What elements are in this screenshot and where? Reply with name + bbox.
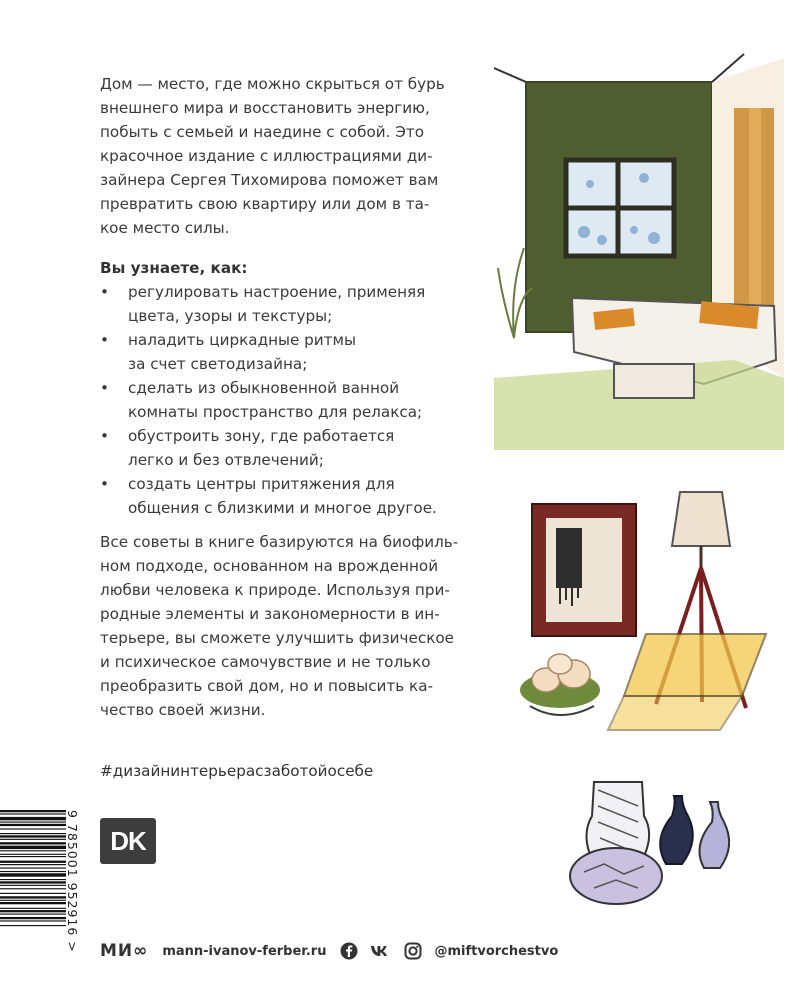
intro-line: побыть с семьей и наедине с собой. Это <box>100 123 425 141</box>
learn-list <box>100 280 500 520</box>
barcode-number <box>65 808 82 1000</box>
bullet: • <box>100 427 109 445</box>
outro-line: любви человека к природе. Используя при- <box>100 581 450 599</box>
learn-item <box>100 424 500 472</box>
intro-line: Дом — место, где можно скрыться от бурь <box>100 75 445 93</box>
outro-line: Все советы в книге базируются на биофиль- <box>100 533 459 551</box>
learn-heading: Вы узнаете, как: <box>100 259 248 277</box>
footer <box>100 938 558 964</box>
barcode-digits: 9 785001 952916 > <box>65 810 80 953</box>
intro-line: кое место силы. <box>100 219 230 237</box>
learn-item-line: общения с близкими и многое другое. <box>128 499 437 517</box>
bullet: • <box>100 331 109 349</box>
learn-item <box>100 376 500 424</box>
outro-paragraph <box>100 530 482 722</box>
barcode-image <box>0 808 74 1000</box>
bullet: • <box>100 475 109 493</box>
vases-illustration <box>564 776 740 908</box>
outro-line: родные элементы и закономерности в ин- <box>100 605 440 623</box>
learn-item-line: наладить циркадные ритмы <box>128 331 356 349</box>
mif-logo: МИ∞ <box>100 941 149 961</box>
learn-item <box>100 472 500 520</box>
social-handle[interactable]: @miftvorchestvo <box>434 943 559 959</box>
outro-line: ном подходе, основанном на врожденной <box>100 557 439 575</box>
website-link[interactable]: mann-ivanov-ferber.ru <box>162 943 327 959</box>
intro-paragraph <box>100 72 482 240</box>
facebook-icon[interactable] <box>340 942 358 960</box>
learn-item-line: обустроить зону, где работается <box>128 427 395 445</box>
learn-item-line: легко и без отвлечений; <box>128 451 324 469</box>
learn-item-line: создать центры притяжения для <box>128 475 395 493</box>
outro-line: терьере, вы сможете улучшить физическое <box>100 629 455 647</box>
outro-line: преобразить свой дом, но и повысить ка- <box>100 677 434 695</box>
learn-item-line: регулировать настроение, применяя <box>128 283 426 301</box>
living-room-illustration <box>494 48 784 450</box>
vk-icon[interactable] <box>370 942 392 960</box>
learn-item-line: за счет светодизайна; <box>128 355 308 373</box>
outro-line: и психическое самочувствие и не только <box>100 653 431 671</box>
outro-line: чество своей жизни. <box>100 701 266 719</box>
intro-line: внешнего мира и восстановить энергию, <box>100 99 430 117</box>
learn-item-line: сделать из обыкновенной ванной <box>128 379 400 397</box>
intro-line: превратить свою квартиру или дом в та- <box>100 195 430 213</box>
learn-item <box>100 328 500 376</box>
hashtag: #дизайнинтерьерасзаботойосебе <box>100 762 374 780</box>
intro-line: зайнера Сергея Тихомирова поможет вам <box>100 171 439 189</box>
bullet: • <box>100 379 109 397</box>
instagram-icon[interactable] <box>404 942 422 960</box>
learn-item <box>100 280 500 328</box>
intro-line: красочное издание с иллюстрациями ди- <box>100 147 433 165</box>
decor-illustration <box>516 484 778 734</box>
learn-item-line: цвета, узоры и текстуры; <box>128 307 333 325</box>
bullet: • <box>100 283 109 301</box>
dk-logo: DK <box>100 818 156 864</box>
learn-item-line: комнаты пространство для релакса; <box>128 403 423 421</box>
